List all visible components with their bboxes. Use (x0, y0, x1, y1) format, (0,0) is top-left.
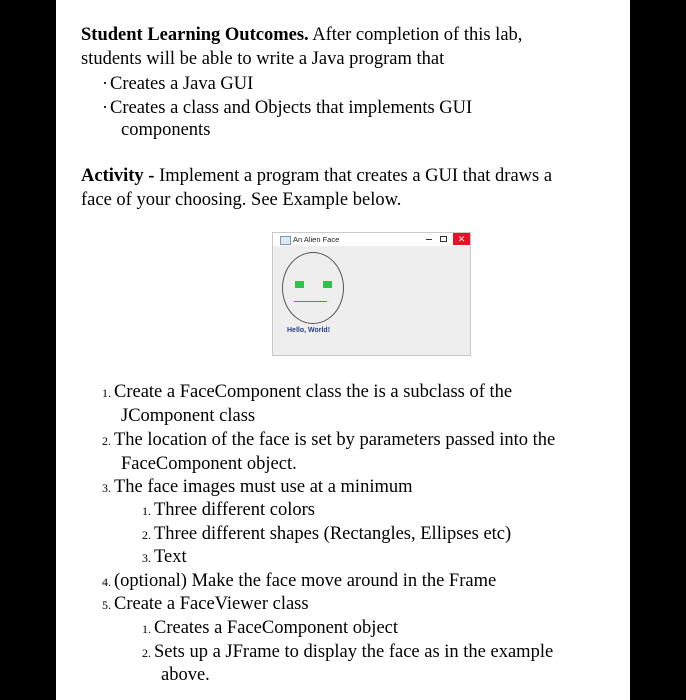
sub-text: Three different colors (154, 500, 315, 520)
step-2 (102, 428, 555, 453)
step-number: 2. (102, 434, 111, 448)
bullet-dot: · (102, 73, 108, 93)
step-2-cont: FaceComponent object. (121, 454, 297, 474)
sub-text: Sets up a JFrame to display the face as in the example (154, 642, 554, 662)
sub-text: Three different shapes (Rectangles, Ellipses etc) (154, 524, 512, 544)
outcome-text-2: Creates a class and Objects that implements GUI (110, 98, 473, 118)
sub-number: 1. (142, 504, 151, 518)
step-4-text: (optional) Make the face move around in the Frame (114, 571, 497, 591)
outcomes-intro-2: students will be able to write a Java program that (81, 49, 445, 69)
step-2-text: The location of the face is set by parameters passed into the (114, 430, 556, 450)
step-number: 4. (102, 575, 111, 589)
sub-number: 1. (142, 622, 151, 636)
left-eye-rectangle (295, 281, 304, 288)
step-5 (102, 592, 309, 617)
java-window-icon (280, 236, 291, 245)
step-3-sub-2 (142, 522, 511, 547)
activity-line1 (81, 164, 552, 188)
step-5-text: Create a FaceViewer class (114, 594, 309, 614)
step-3-sub-3 (142, 545, 187, 570)
step-3 (102, 475, 412, 500)
minimize-icon (426, 239, 432, 240)
sub-number: 2. (142, 646, 151, 660)
sub-number: 3. (142, 551, 151, 565)
step-number: 3. (102, 481, 111, 495)
step-3-text: The face images must use at a minimum (114, 477, 413, 497)
outcome-text-1: Creates a Java GUI (110, 74, 254, 94)
right-eye-rectangle (323, 281, 332, 288)
outcomes-heading: Student Learning Outcomes. (81, 25, 309, 45)
step-1 (102, 380, 512, 405)
close-icon: ✕ (453, 233, 470, 245)
outcomes-paragraph-line1 (81, 23, 522, 47)
step-1-cont: JComponent class (121, 406, 256, 426)
step-5-sub-1 (142, 616, 398, 641)
sub-number: 2. (142, 528, 151, 542)
outcome-bullet-2 (102, 95, 472, 120)
step-4 (102, 569, 496, 594)
face-ellipse (282, 252, 344, 324)
step-5-sub-2 (142, 640, 553, 665)
activity-heading: Activity - (81, 166, 160, 186)
step-3-sub-1 (142, 498, 315, 523)
window-title: An Alien Face (293, 235, 340, 244)
mouth-line (294, 301, 327, 302)
outcomes-intro-1: After completion of this lab, (308, 25, 523, 45)
step-5-sub-2-cont: above. (161, 665, 210, 685)
outcome-bullet-1 (102, 71, 253, 96)
window-titlebar (273, 233, 470, 246)
outcome-bullet-2-cont: components (121, 120, 211, 140)
step-1-text: Create a FaceComponent class the is a subclass of the (114, 382, 513, 402)
sub-text: Text (154, 547, 187, 567)
hello-world-text: Hello, World! (287, 327, 331, 334)
document-page (56, 0, 630, 700)
step-number: 5. (102, 598, 111, 612)
activity-line2: face of your choosing. See Example below. (81, 190, 402, 210)
maximize-icon (440, 236, 447, 242)
sub-text: Creates a FaceComponent object (154, 618, 399, 638)
step-number: 1. (102, 386, 111, 400)
bullet-dot: · (102, 97, 108, 117)
activity-text-1: Implement a program that creates a GUI that draws a (159, 166, 553, 186)
example-window (272, 232, 471, 356)
